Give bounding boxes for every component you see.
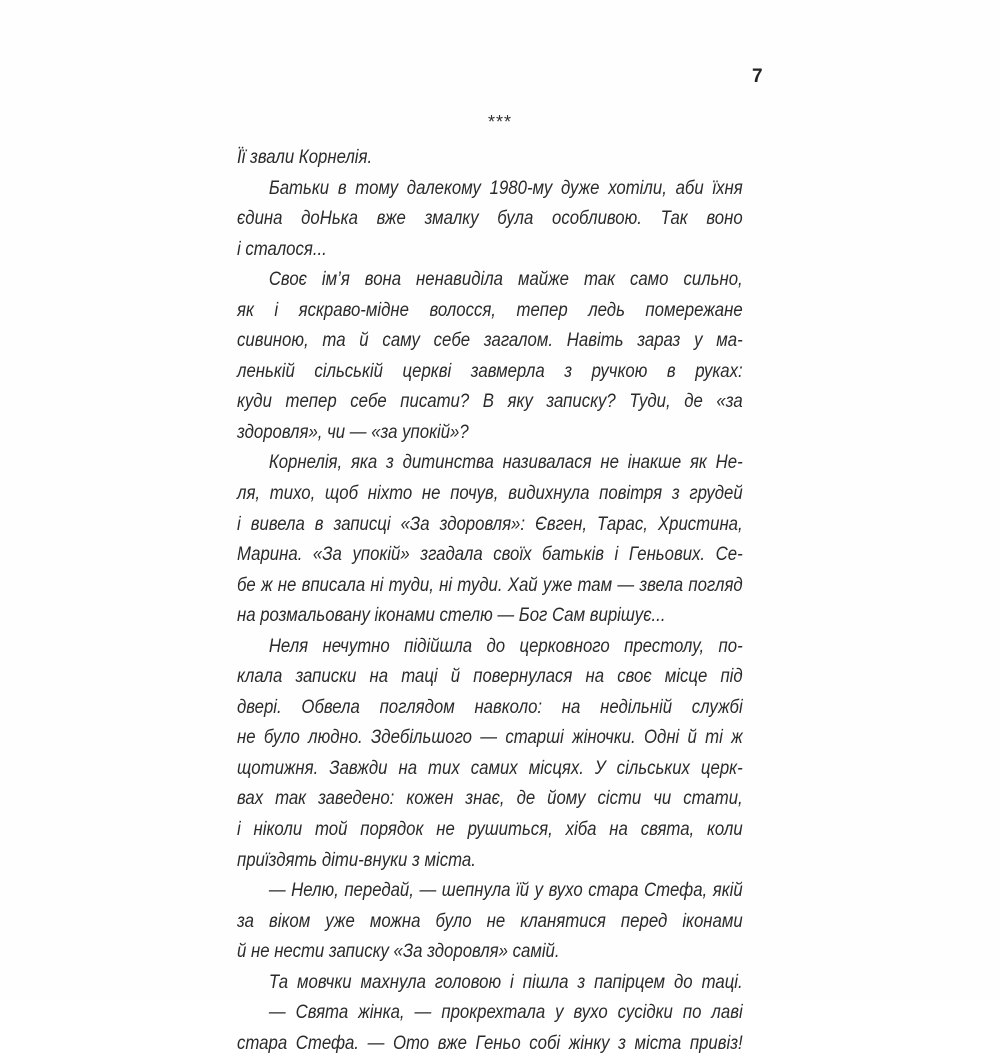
text-line: Неля нечутно підійшла до церковного престолу, по- [268,634,743,657]
text-line: куди тепер себе писати? В яку записку? Туди, де «за [237,390,743,413]
text-line: — Свята жінка, — прокрехтала у вухо сусідки по лаві [268,1001,743,1024]
page-number: 7 [752,66,763,87]
text-line: ля, тихо, щоб ніхто не почув, видихнула повітря з грудей [237,482,743,505]
text-line: і сталося... [237,237,327,260]
text-line: стара Стефа. — Ото вже Геньо собі жінку з міста привіз! [237,1031,743,1054]
text-line: Та мовчки махнула головою і пішла з папірцем до таці. [268,970,743,993]
text-line: приїздять діти-внуки з міста. [237,848,476,871]
body-text [237,142,743,1058]
section-separator: *** [487,112,512,132]
text-line: за віком уже можна було не кланятися перед іконами [237,909,743,932]
text-line: як і яскраво-мідне волосся, тепер ледь помережане [237,298,743,321]
text-line: вах так заведено: кожен знає, де йому сісти чи стати, [237,787,743,810]
text-line: клала записки на таці й повернулася на своє місце під [237,665,743,688]
text-line: щотижня. Завжди на тих самих місцях. У сільських церк- [237,756,743,779]
text-line: і ніколи той порядок не рушиться, хіба на свята, коли [237,818,743,841]
text-line: Своє ім’я вона ненавиділа майже так само сильно, [268,268,743,291]
text-line: ленькій сільській церкві завмерла з ручкою в руках: [237,359,743,382]
text-line: сивиною, та й саму себе загалом. Навіть зараз у ма- [237,329,743,352]
text-line: бе ж не вписала ні туди, ні туди. Хай уже там — звела погляд [237,573,743,596]
text-line: і вивела в записці «За здоровля»: Євген, Тарас, Христина, [237,512,743,535]
text-line: двері. Обвела поглядом навколо: на недільній службі [237,695,743,718]
text-line: на розмальовану іконами стелю — Бог Сам вирішує... [237,604,666,627]
text-line: Батьки в тому далекому 1980-му дуже хотіли, аби їхня [268,176,743,199]
text-line: й не нести записку «За здоровля» самій. [237,940,560,963]
text-line: Марина. «За упокій» згадала своїх батьків і Геньових. Се- [237,543,743,566]
text-line: здоровля», чи — «за упокій»? [237,420,469,443]
text-line: Її звали Корнелія. [237,146,373,168]
text-line: Корнелія, яка з дитинства називалася не інакше як Не- [268,451,743,474]
text-line: не було людно. Здебільшого — старші жіночки. Одні й ті ж [237,726,743,749]
text-line: єдина доНька вже змалку була особливою. Так воно [237,207,743,230]
text-line: — Нелю, передай, — шепнула їй у вухо стара Стефа, якій [268,879,743,902]
